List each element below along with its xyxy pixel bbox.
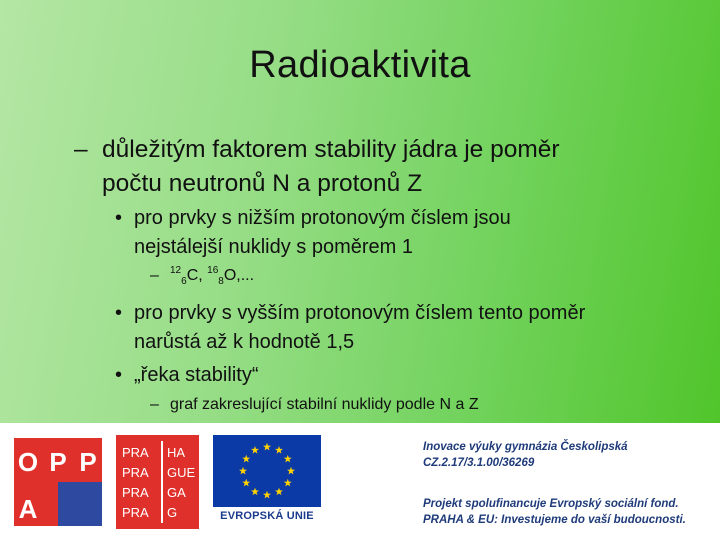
- footer-logo-bar: [0, 423, 720, 540]
- project-title: Inovace výuky gymnázia Českolipská: [423, 441, 628, 453]
- opp-letter-p2: P: [79, 447, 97, 477]
- oxygen-symbol: O,...: [223, 267, 255, 284]
- praha-logo: [116, 435, 199, 529]
- praha-row1-right: HA: [167, 445, 186, 460]
- eu-label: EVROPSKÁ UNIE: [220, 510, 314, 522]
- bullet-text: „řeka stability“: [134, 364, 259, 386]
- point-stability-ratio: [74, 133, 560, 201]
- funding-line-1: Projekt spolufinancuje Evropský sociální fond.: [423, 498, 679, 510]
- sub-point-graph: [150, 394, 479, 416]
- opp-logo: [14, 438, 102, 526]
- slide-title: Radioaktivita: [249, 44, 471, 86]
- praha-row2-left: PRA: [122, 465, 149, 480]
- dash-marker: –: [150, 267, 159, 284]
- oxygen-mass-number: 16: [207, 265, 219, 276]
- praha-row1-left: PRA: [122, 445, 149, 460]
- bullet-line-1: pro prvky s vyšším protonovým číslem tento poměr: [134, 302, 586, 324]
- opp-letter-a: A: [18, 494, 38, 524]
- bullet-marker: •: [115, 207, 123, 229]
- bullet-line-1: pro prvky s nižším protonovým číslem jsou: [134, 207, 511, 229]
- carbon-symbol: C,: [186, 267, 208, 284]
- praha-row2-right: GUE: [167, 465, 196, 480]
- praha-row4-right: G: [167, 505, 178, 520]
- opp-letter-p1: P: [49, 447, 67, 477]
- nuclide-examples: [150, 265, 255, 287]
- bullet-marker: •: [115, 364, 123, 386]
- opp-logo-blue-area: [58, 482, 102, 526]
- sub-point-text: graf zakreslující stabilní nuklidy podle N a Z: [170, 396, 479, 413]
- funding-line-2: PRAHA & EU: Investujeme do vaší budoucnosti.: [423, 514, 686, 526]
- bullet-marker: •: [115, 302, 123, 324]
- point-line-1: důležitým faktorem stability jádra je poměr: [102, 136, 560, 163]
- praha-row3-left: PRA: [122, 485, 149, 500]
- dash-marker: –: [150, 396, 159, 413]
- funding-info: [423, 496, 686, 528]
- praha-row4-left: PRA: [122, 505, 149, 520]
- oxygen-atomic-number: 8: [218, 276, 224, 287]
- carbon-mass-number: 12: [170, 265, 182, 276]
- bullet-stability-river: [115, 361, 259, 390]
- bullet-line-2: narůstá až k hodnotě 1,5: [134, 331, 355, 353]
- opp-letter-o: O: [17, 447, 39, 477]
- project-code: CZ.2.17/3.1.00/36269: [423, 457, 535, 469]
- bullet-line-2: nejstálejší nuklidy s poměrem 1: [134, 236, 414, 258]
- project-info: [423, 439, 628, 471]
- bullet-lower-z: [115, 204, 511, 262]
- carbon-atomic-number: 6: [181, 276, 187, 287]
- bullet-higher-z: [115, 299, 586, 357]
- point-line-2: počtu neutronů N a protonů Z: [102, 170, 423, 197]
- praha-row3-right: GA: [167, 485, 186, 500]
- dash-marker: –: [74, 136, 88, 163]
